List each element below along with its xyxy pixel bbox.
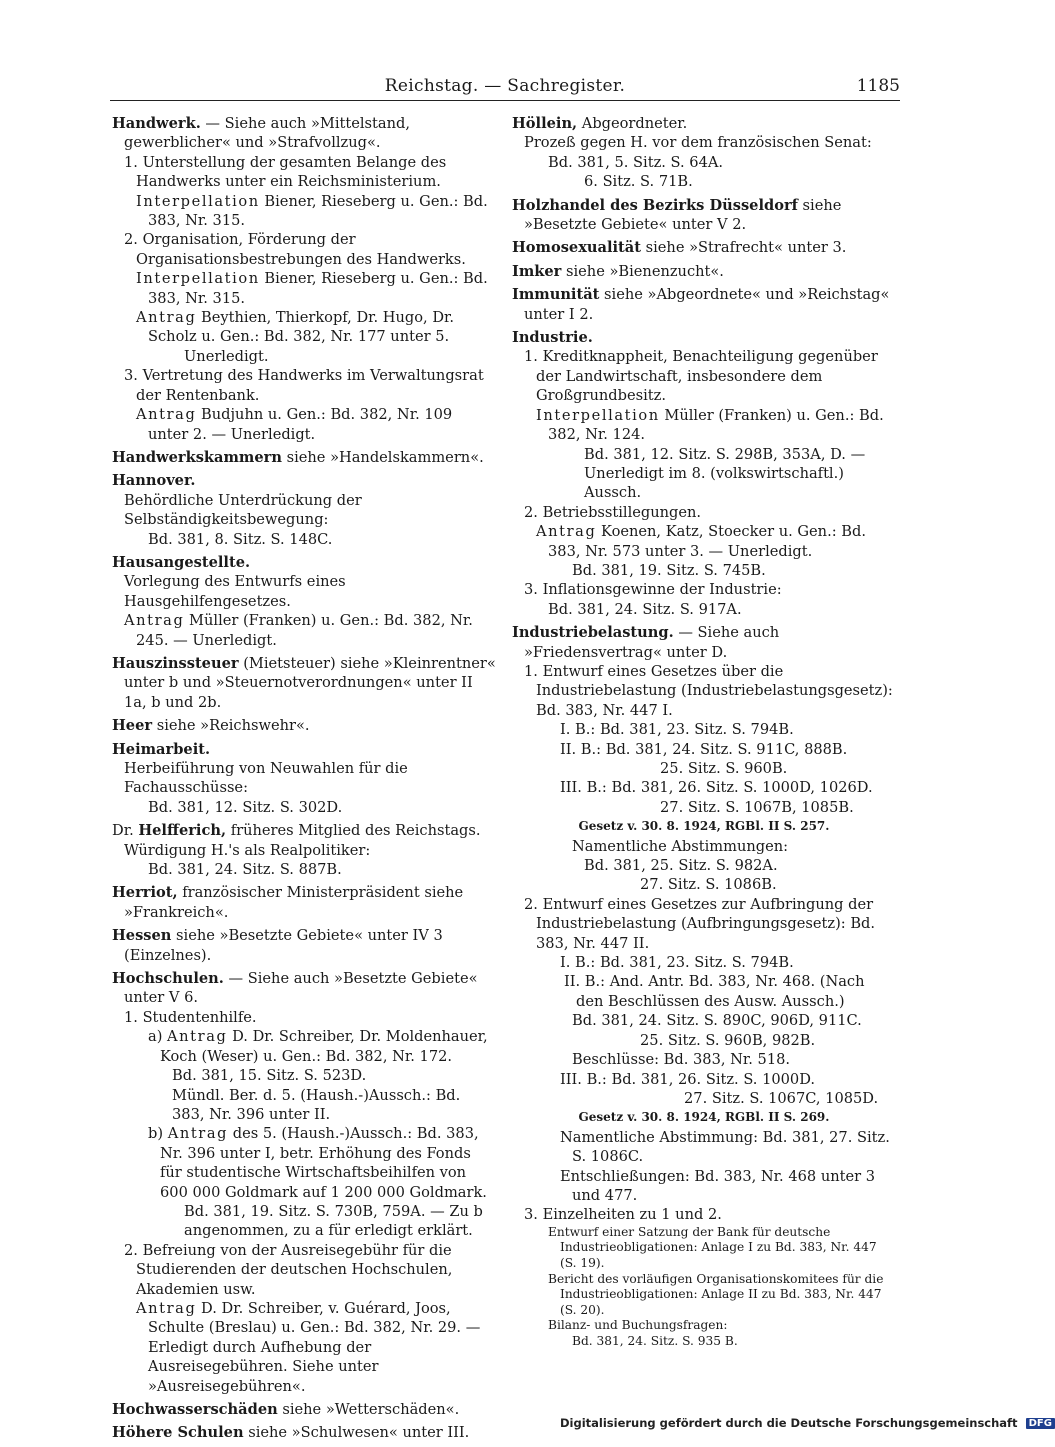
reference-line: Interpellation Biener, Rieseberg u. Gen.: Bd. 383, Nr. 315. bbox=[136, 270, 488, 307]
reading-line: 25. Sitz. S. 960B, 982B. bbox=[640, 1031, 816, 1049]
left-column bbox=[112, 114, 496, 1447]
page-title: Reichstag. — Sachregister. bbox=[384, 76, 626, 96]
entry-hausangestellte bbox=[112, 553, 496, 650]
status-text: Unerledigt. bbox=[184, 347, 269, 365]
reading-line: I. B.: Bd. 381, 23. Sitz. S. 794B. bbox=[560, 954, 794, 972]
keyword: Handwerk. bbox=[112, 115, 201, 132]
list-item: 1. Unterstellung der gesamten Belange des Handwerks unter ein Reichsministerium. bbox=[124, 153, 447, 191]
reading-line: II. B.: Bd. 381, 24. Sitz. S. 911C, 888B. bbox=[560, 740, 848, 758]
entry-hannover bbox=[112, 471, 496, 549]
keyword: Heer bbox=[112, 717, 153, 735]
reading-line: II. B.: And. Antr. Bd. 383, Nr. 468. (Nach den Beschlüssen des Ausw. Aussch.) bbox=[564, 973, 865, 1010]
entry-heimarbeit bbox=[112, 740, 496, 818]
list-item: 1. Kreditknappheit, Benachteiligung gegenüber der Landwirtschaft, insbesondere dem Großgrundbesitz. bbox=[524, 348, 878, 405]
keyword: Hochschulen. bbox=[112, 970, 224, 988]
vote-line: Namentliche Abstimmung: Bd. 381, 27. Sitz. S. 1086C. bbox=[560, 1128, 890, 1166]
footer-text: Digitalisierung gefördert durch die Deutsche Forschungsgemeinschaft bbox=[560, 1416, 1018, 1430]
keyword: Holzhandel des Bezirks Düsseldorf bbox=[512, 196, 798, 214]
cross-reference: siehe »Schulwesen« unter III. bbox=[243, 1424, 470, 1442]
keyword: Hausangestellte. bbox=[112, 553, 251, 571]
reference-line: Antrag D. Dr. Schreiber, v. Guérard, Joos, Schulte (Breslau) u. Gen.: Bd. 382, Nr. 29. — Erledigt durch Aufhebung der Ausreisegebühren. Siehe unter »Ausreisegebühren«. bbox=[136, 1299, 481, 1395]
reading-line: 25. Sitz. S. 960B. bbox=[660, 760, 788, 777]
cross-reference: — Siehe auch »Friedensvertrag« unter D. bbox=[524, 624, 780, 661]
keyword: Handwerkskammern bbox=[112, 448, 282, 466]
list-item: 1. Studentenhilfe. bbox=[124, 1008, 257, 1026]
keyword: Heimarbeit. bbox=[112, 740, 211, 758]
keyword: Homosexualität bbox=[512, 239, 641, 257]
reference-line: Bd. 381, 24. Sitz. S. 935 B. bbox=[572, 1333, 738, 1348]
entry-hoehere-schulen bbox=[112, 1423, 496, 1442]
reading-line: Bd. 381, 24. Sitz. S. 890C, 906D, 911C. bbox=[572, 1012, 862, 1030]
reading-line: Beschlüsse: Bd. 383, Nr. 518. bbox=[572, 1051, 791, 1069]
cross-reference: siehe »Besetzte Gebiete« unter IV 3 (Einzelnes). bbox=[124, 927, 443, 964]
right-column bbox=[512, 114, 896, 1354]
sub-item: a) Antrag D. Dr. Schreiber, Dr. Moldenhauer, Koch (Weser) u. Gen.: Bd. 382, Nr. 172. bbox=[148, 1028, 488, 1065]
reference-line: Bd. 381, 24. Sitz. S. 887B. bbox=[148, 861, 342, 879]
keyword: Hessen bbox=[112, 927, 172, 945]
cross-reference: siehe »Abgeordnete« und »Reichstag« unter I 2. bbox=[524, 286, 890, 323]
entry-homosexualitaet bbox=[512, 238, 896, 257]
entry-immunitaet bbox=[512, 285, 896, 324]
cross-reference: siehe »Reichswehr«. bbox=[152, 717, 310, 735]
detail-line: Entwurf einer Satzung der Bank für deutsche Industrieobligationen: Anlage I zu Bd. 383, Nr. 447 (S. 19). bbox=[548, 1224, 877, 1270]
keyword: Höhere Schulen bbox=[112, 1424, 244, 1442]
keyword: Höllein, bbox=[512, 115, 578, 132]
cross-reference: — Siehe auch »Mittelstand, gewerblicher« und »Strafvollzug«. bbox=[124, 115, 410, 152]
reading-line: 27. Sitz. S. 1067B, 1085B. bbox=[660, 798, 854, 816]
reference-line: Antrag Beythien, Thierkopf, Dr. Hugo, Dr. Scholz u. Gen.: Bd. 382, Nr. 177 unter 5. bbox=[136, 309, 455, 346]
cross-reference: französischer Ministerpräsident siehe »Frankreich«. bbox=[124, 884, 464, 921]
entry-text: Würdigung H.'s als Realpolitiker: bbox=[124, 841, 371, 859]
reference-line: Interpellation Biener, Rieseberg u. Gen.: Bd. 383, Nr. 315. bbox=[136, 192, 488, 230]
cross-reference: siehe »Besetzte Gebiete« unter V 2. bbox=[524, 196, 842, 234]
keyword: Industrie. bbox=[512, 329, 593, 347]
reference-line: 6. Sitz. S. 71B. bbox=[584, 173, 693, 191]
list-item: 2. Befreiung von der Ausreisegebühr für die Studierenden der deutschen Hochschulen, Akademien usw. bbox=[124, 1241, 453, 1298]
reading-line: I. B.: Bd. 381, 23. Sitz. S. 794B. bbox=[560, 721, 794, 739]
list-item: 3. Inflationsgewinne der Industrie: bbox=[524, 581, 782, 599]
list-item: 1. Entwurf eines Gesetzes über die Industriebelastung (Industriebelastungsgesetz): Bd. 383, Nr. 447 I. bbox=[524, 662, 893, 719]
reading-line: 27. Sitz. S. 1067C, 1085D. bbox=[684, 1089, 879, 1107]
entry-hessen bbox=[112, 926, 496, 965]
keyword: Industriebelastung. bbox=[512, 624, 674, 642]
page-number: 1185 bbox=[856, 76, 900, 96]
running-header bbox=[110, 74, 900, 101]
entry-hauszinssteuer bbox=[112, 654, 496, 712]
keyword: Helfferich, bbox=[138, 822, 227, 840]
entry-imker bbox=[512, 262, 896, 281]
reference-line: Bd. 381, 12. Sitz. S. 302D. bbox=[148, 798, 343, 816]
digitization-footer bbox=[560, 1416, 1052, 1430]
entry-text: Prozeß gegen H. vor dem französischen Senat: bbox=[524, 134, 872, 152]
entry-hochwasserschaeden bbox=[112, 1400, 496, 1419]
entry-text: früheres Mitglied des Reichstags. bbox=[226, 822, 481, 840]
reference-line: Antrag Budjuhn u. Gen.: Bd. 382, Nr. 109 unter 2. — Unerledigt. bbox=[136, 406, 453, 443]
cross-reference: siehe »Handelskammern«. bbox=[281, 448, 484, 466]
cross-reference: siehe »Bienenzucht«. bbox=[561, 262, 724, 280]
entry-industriebelastung bbox=[512, 623, 896, 1349]
entry-hoellein bbox=[512, 114, 896, 192]
entry-helfferich: Dr. Helfferich, früheres Mitglied des Reichstags. Würdigung H.'s als Realpolitiker: Bd. 381, 24. Sitz. S. 887B. bbox=[112, 821, 496, 879]
keyword: Herriot, bbox=[112, 884, 178, 902]
reference-line: Bd. 381, 19. Sitz. S. 745B. bbox=[572, 561, 766, 579]
reference-line: Bd. 381, 19. Sitz. S. 730B, 759A. — Zu b angenommen, zu a für erledigt erklärt. bbox=[184, 1202, 483, 1240]
list-item: 2. Betriebsstillegungen. bbox=[524, 503, 702, 521]
list-item: 3. Einzelheiten zu 1 und 2. bbox=[524, 1206, 722, 1224]
list-item: 2. Organisation, Förderung der Organisationsbestrebungen des Handwerks. bbox=[124, 231, 466, 268]
reference-line: Bd. 381, 5. Sitz. S. 64A. bbox=[548, 153, 724, 171]
reference-line: Bd. 381, 24. Sitz. S. 917A. bbox=[548, 600, 742, 618]
entry-text: Vorlegung des Entwurfs eines Hausgehilfengesetzes. bbox=[124, 573, 346, 610]
vote-label: Namentliche Abstimmungen: bbox=[572, 837, 789, 855]
reference-line: Mündl. Ber. d. 5. (Haush.-)Aussch.: Bd. 383, Nr. 396 unter II. bbox=[172, 1086, 461, 1123]
keyword: Hannover. bbox=[112, 472, 196, 490]
reading-line: III. B.: Bd. 381, 26. Sitz. S. 1000D, 1026D. bbox=[560, 779, 873, 797]
keyword: Immunität bbox=[512, 286, 600, 304]
entry-handwerkskammern bbox=[112, 448, 496, 467]
law-citation: Gesetz v. 30. 8. 1924, RGBl. II S. 257. bbox=[578, 819, 830, 834]
reading-line: III. B.: Bd. 381, 26. Sitz. S. 1000D. bbox=[560, 1070, 816, 1088]
entry-head-line bbox=[112, 114, 496, 153]
list-item: 2. Entwurf eines Gesetzes zur Aufbringung der Industriebelastung (Aufbringungsgesetz): Bd. 383, Nr. 447 II. bbox=[524, 895, 876, 952]
reference-line: Bd. 381, 25. Sitz. S. 982A. bbox=[584, 857, 778, 875]
entry-text: Behördliche Unterdrückung der Selbständigkeitsbewegung: bbox=[124, 491, 362, 529]
law-citation: Gesetz v. 30. 8. 1924, RGBl. II S. 269. bbox=[578, 1110, 830, 1125]
detail-line: Bericht des vorläufigen Organisationskomitees für die Industrieobligationen: Anlage II zu Bd. 383, Nr. 447 (S. 20). bbox=[548, 1271, 884, 1317]
reference-line: Antrag Müller (Franken) u. Gen.: Bd. 382, Nr. 245. — Unerledigt. bbox=[124, 612, 473, 649]
detail-line: Bilanz- und Buchungsfragen: bbox=[548, 1318, 728, 1333]
list-item: 3. Vertretung des Handwerks im Verwaltungsrat der Rentenbank. bbox=[124, 367, 484, 404]
cross-reference: — Siehe auch »Besetzte Gebiete« unter V 6. bbox=[124, 970, 478, 1007]
keyword: Hochwasserschäden bbox=[112, 1401, 278, 1418]
entry-hochschulen bbox=[112, 969, 496, 1396]
reference-line: Bd. 381, 12. Sitz. S. 298B, 353A, D. — Unerledigt im 8. (volkswirtschaftl.) Aussch. bbox=[584, 445, 866, 502]
resolution-line: Entschließungen: Bd. 383, Nr. 468 unter 3 und 477. bbox=[560, 1167, 876, 1204]
cross-reference: siehe »Strafrecht« unter 3. bbox=[641, 239, 847, 257]
entry-herriot bbox=[112, 883, 496, 922]
reference-line: Interpellation Müller (Franken) u. Gen.: Bd. 382, Nr. 124. bbox=[536, 406, 884, 444]
entry-text: Herbeiführung von Neuwahlen für die Fachausschüsse: bbox=[124, 760, 408, 797]
entry-heer bbox=[112, 716, 496, 735]
cross-reference: siehe »Wetterschäden«. bbox=[277, 1401, 460, 1418]
entry-handwerk bbox=[112, 114, 496, 444]
keyword: Imker bbox=[512, 262, 562, 280]
sub-item: b) Antrag des 5. (Haush.-)Aussch.: Bd. 383, Nr. 396 unter I, betr. Erhöhung des Fonds für studentische Wirtschaftsbeihilfen von 600 000 Goldmark auf 1 200 000 Goldmark. bbox=[148, 1125, 487, 1201]
entry-text: Abgeordneter. bbox=[577, 115, 688, 132]
reference-line: Bd. 381, 8. Sitz. S. 148C. bbox=[148, 530, 333, 548]
entry-holzhandel bbox=[512, 196, 896, 235]
reference-line: 27. Sitz. S. 1086B. bbox=[640, 876, 777, 894]
reference-line: Antrag Koenen, Katz, Stoecker u. Gen.: Bd. 383, Nr. 573 unter 3. — Unerledigt. bbox=[536, 523, 866, 560]
dfg-logo: DFG bbox=[1026, 1418, 1055, 1429]
entry-industrie bbox=[512, 328, 896, 619]
reference-line: Bd. 381, 15. Sitz. S. 523D. bbox=[172, 1067, 367, 1085]
keyword: Hauszinssteuer bbox=[112, 654, 239, 672]
cross-reference: (Mietsteuer) siehe »Kleinrentner« unter b und »Steuernotverordnungen« unter II 1a, b und 2b. bbox=[124, 654, 496, 711]
